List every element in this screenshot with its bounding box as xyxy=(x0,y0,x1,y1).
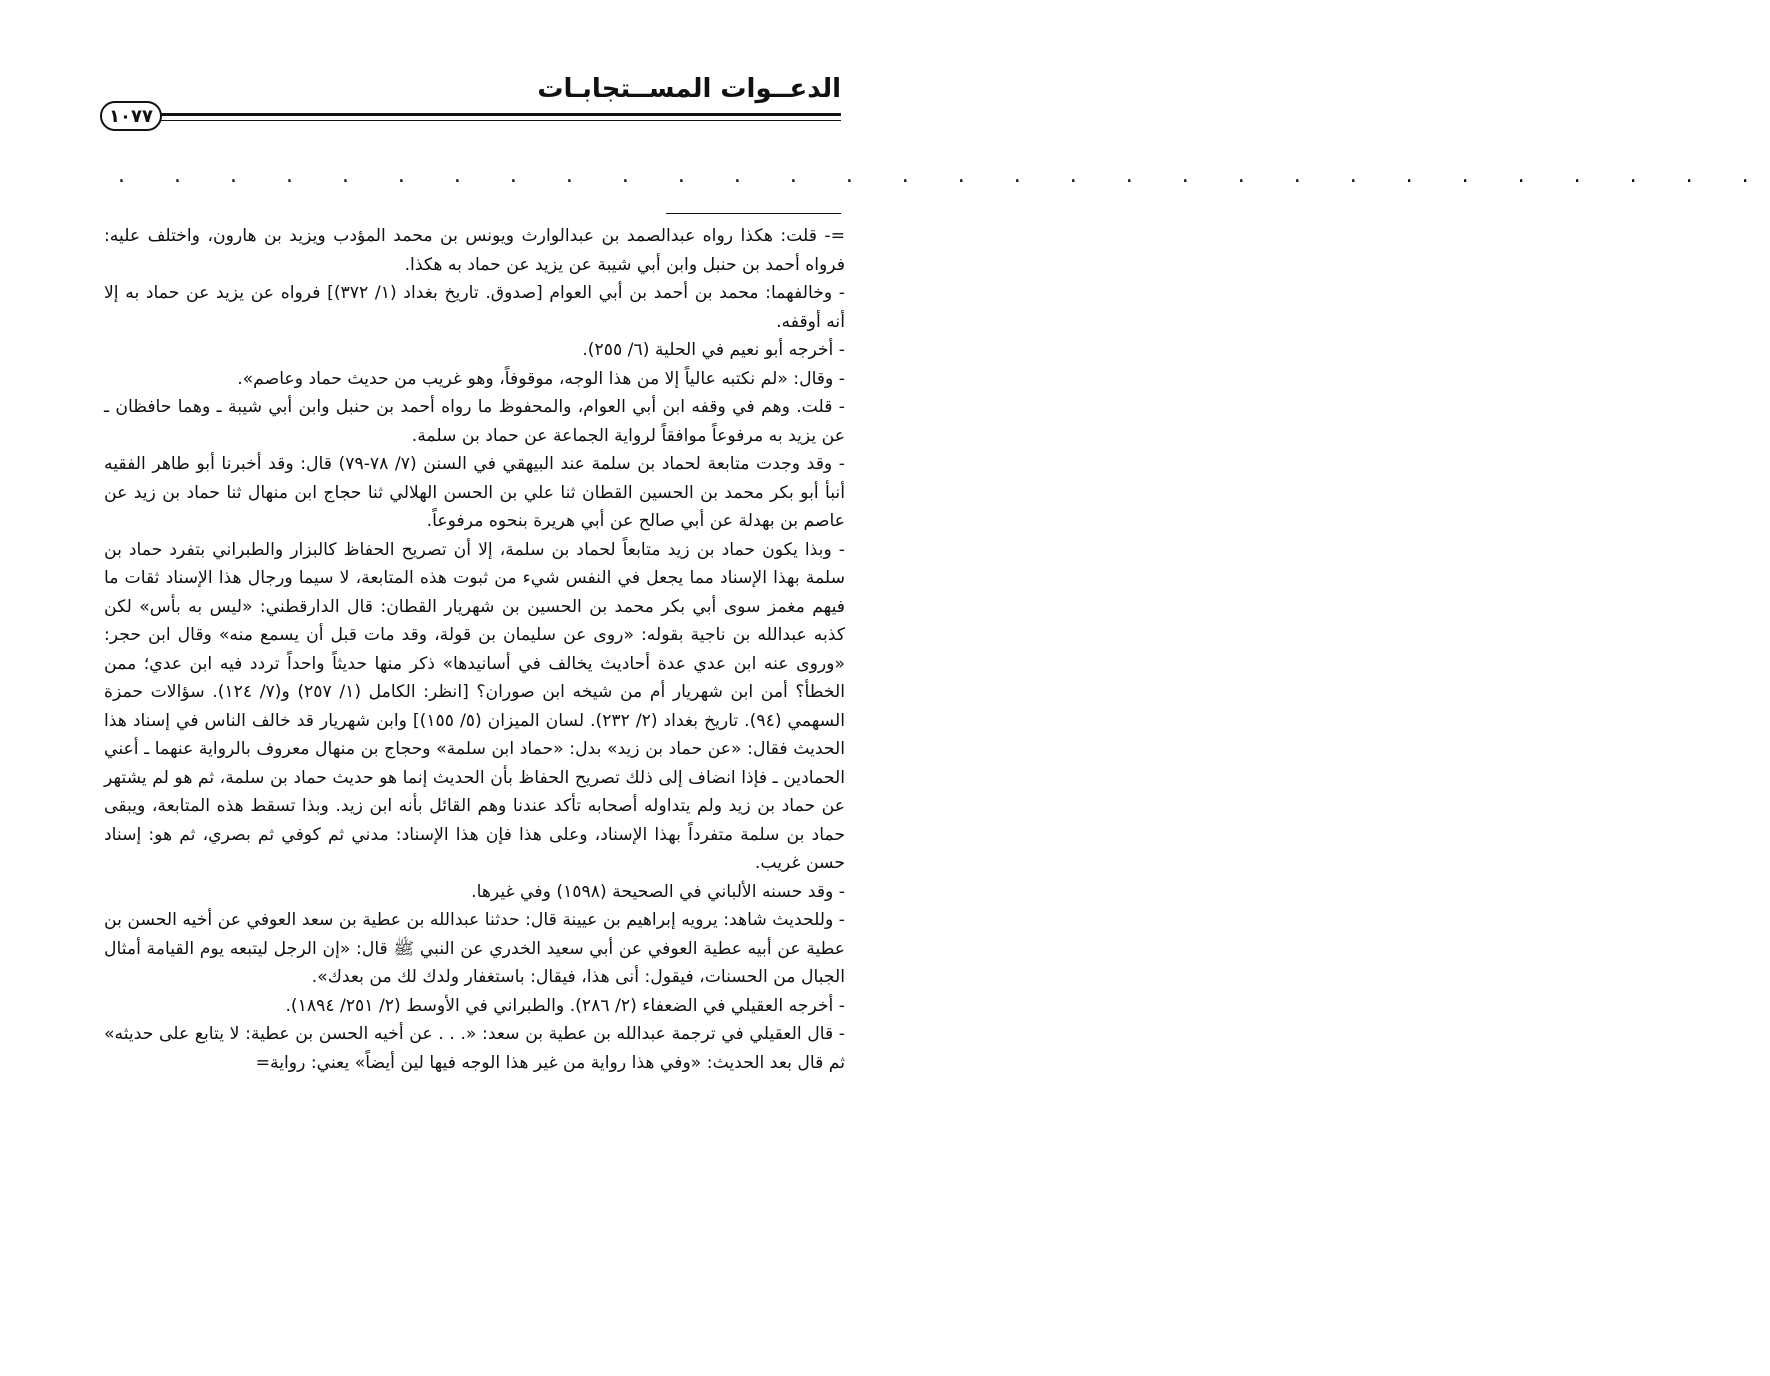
paragraph-3: - أخرجه أبو نعيم في الحلية (٦/ ٢٥٥). xyxy=(582,340,845,360)
paragraph-2: - وخالفهما: محمد بن أحمد بن أبي العوام [صدوق. تاريخ بغداد (١/ ٣٧٢)] فرواه عن يزيد عن حماد به إلا أنه أوقفه. xyxy=(104,283,845,332)
footnote-rule xyxy=(666,213,841,214)
dotted-separator: . . . . . . . . . . . . . . . . . . . . . . . . . . . . . . xyxy=(118,163,1770,188)
footnote-body xyxy=(104,222,845,1077)
paragraph-7: - وبذا يكون حماد بن زيد متابعاً لحماد بن سلمة، إلا أن تصريح الحفاظ كالبزار والطبراني بتفرد حماد بن سلمة بهذا الإسناد مما يجعل في النفس شيء من ثبوت هذه المتابعة، لا سيما ورجال هذا الإسناد ثقات ما فيهم مغمز سوى أبي بكر محمد بن الحسين بن شهريار القطان: قال الدارقطني: «ليس به بأس» لكن كذبه عبدالله بن ناجية بقوله: «روى عن سليمان بن قولة، وقد مات قبل أن يسمع منه» وقال ابن حجر: «وروى عنه ابن عدي عدة أحاديث يخالف في أسانيدها» ذكر منها حديثاً واحداً تردد فيه ابن عدي؛ ممن الخطأ؟ أمن ابن شهريار أم من شيخه ابن صوران؟ [انظر: الكامل (١/ ٢٥٧) و(٧/ ١٢٤). سؤالات حمزة السهمي (٩٤). تاريخ بغداد (٢/ ٢٣٢). لسان الميزان (٥/ ١٥٥)] وابن شهريار قد خالف الناس في إسناد هذا الحديث فقال: «عن حماد بن زيد» بدل: «حماد ابن سلمة» وحجاج بن منهال معروف بالرواية عنهما ـ أعني الحمادين ـ فإذا انضاف إلى ذلك تصريح الحفاظ بأن الحديث إنما هو حديث حماد بن سلمة، ثم هو لم يشتهر عن حماد بن زيد ولم يتداوله أصحابه تأكد عندنا وهم القائل بأنه ابن زيد. وبذا تسقط هذه المتابعة، ويبقى حماد بن سلمة متفرداً بهذا الإسناد، وعلى هذا فإن هذا الإسناد: مدني ثم كوفي ثم بصري، ثم هو: إسناد حسن غريب. xyxy=(104,539,845,873)
paragraph-8: - وقد حسنه الألباني في الصحيحة (١٥٩٨) وفي غيرها. xyxy=(471,881,845,902)
paragraph-10: - أخرجه العقيلي في الضعفاء (٢/ ٢٨٦). والطبراني في الأوسط (٢/ ٢٥١/ ١٨٩٤). xyxy=(285,995,845,1016)
paragraph-11: - قال العقيلي في ترجمة عبدالله بن عطية بن سعد: «. . . عن أخيه الحسن بن عطية: لا يتابع على حديثه» ثم قال بعد الحديث: «وفي هذا رواية من غير هذا الوجه فيها لين أيضاً» يعني: رواية= xyxy=(104,1024,845,1073)
paragraph-4: - وقال: «لم نكتبه عالياً إلا من هذا الوجه، موقوفاً، وهو غريب من حديث حماد وعاصم». xyxy=(237,368,845,389)
paragraph-5: - قلت. وهم في وقفه ابن أبي العوام، والمحفوظ ما رواه أحمد بن حنبل وابن أبي شيبة ـ وهما حافظان ـ عن يزيد به مرفوعاً موافقاً لرواية الجماعة عن حماد بن سلمة. xyxy=(104,397,845,446)
page-number-badge: ١٠٧٧ xyxy=(100,101,162,131)
running-header-title: الدعــوات المســتجابـات xyxy=(537,74,841,104)
paragraph-9: - وللحديث شاهد: يرويه إبراهيم بن عيينة قال: حدثنا عبدالله بن عطية بن سعد العوفي عن أخيه الحسن بن عطية عن أبيه عطية العوفي عن أبي سعيد الخدري عن النبي ﷺ قال: «إن الرجل ليتبعه يوم القيامة أمثال الجبال من الحسنات، فيقول: أنى هذا، فيقال: باستغفار ولدك لك من بعدك». xyxy=(104,910,845,987)
paragraph-1: =- قلت: هكذا رواه عبدالصمد بن عبدالوارث ويونس بن محمد المؤدب ويزيد بن هارون، واختلف عليه: فرواه أحمد بن حنبل وابن أبي شيبة عن يزيد عن حماد به هكذا. xyxy=(104,226,845,275)
paragraph-6: - وقد وجدت متابعة لحماد بن سلمة عند البيهقي في السنن (٧/ ٧٨-٧٩) قال: وقد أخبرنا أبو طاهر الفقيه أنبأ أبو بكر محمد بن الحسين القطان ثنا علي بن الحسن الهلالي ثنا حجاج ابن منهال ثنا حماد بن زيد عن عاصم بن بهدلة عن أبي صالح عن أبي هريرة بنحوه مرفوعاً. xyxy=(104,454,845,531)
header-double-rule xyxy=(158,113,841,121)
